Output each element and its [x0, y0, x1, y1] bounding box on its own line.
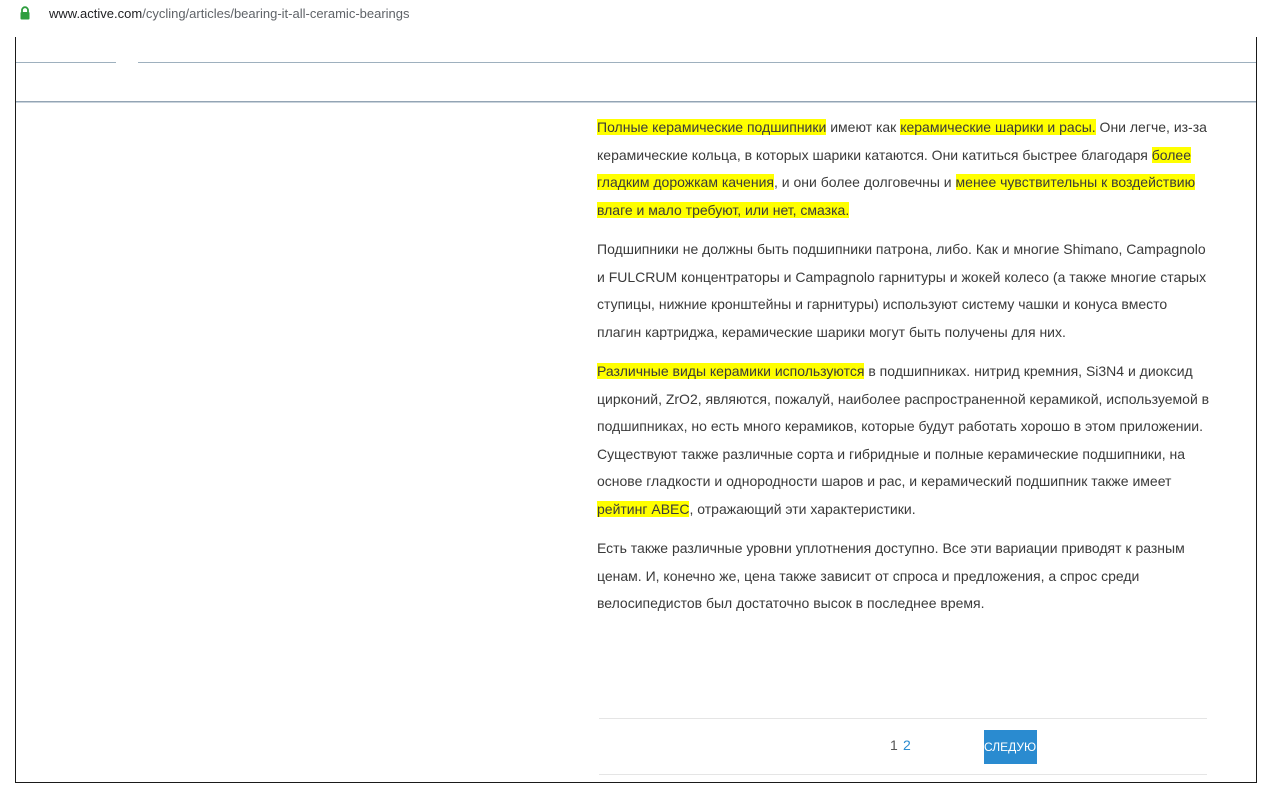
- paragraph-cup-and-cone: Подшипники не должны быть подшипники патрона, либо. Как и многие Shimano, Campagnolo и FULCRUM концентраторы и Campagnolo гарнитуры и жокей колесо (а также многие старых ступицы, нижние кронштейны и гарнитуры) используют систему чашки и конуса вместо плагин картриджа, керамические шарики могут быть получены для них.: [597, 241, 1207, 340]
- text: , и они более долговечны и: [773, 174, 956, 190]
- next-page-button[interactable]: СЛЕДУЮ: [984, 730, 1037, 764]
- text: , отражающий эти характеристики.: [689, 500, 916, 517]
- text: в подшипниках. нитрид кремния, Si3N4 и диоксид цирконий, ZrO2, являются, пожалуй, наиболее распространенной керамикой, используемой в подшипниках, но есть много керамиков, которые будут работать хорошо в этом приложении. Существуют также различные сорта и гибридные и полные керамические подшипники, на основе гладкости и однородности шаров и рас, и керамический подшипник также имеет: [597, 363, 1210, 489]
- paragraph-ceramic-types: [597, 358, 1212, 523]
- header-gap: [116, 61, 138, 64]
- address-bar[interactable]: [0, 0, 1280, 28]
- header-gap: [104, 97, 128, 101]
- highlight: Различные виды керамики используются: [597, 363, 865, 379]
- highlight: рейтинг ABEC: [597, 500, 690, 517]
- url-text[interactable]: [49, 6, 410, 21]
- highlight: менее чувствительны к воздействию влаге и мало требуют, или нет, смазка.: [597, 174, 1196, 218]
- url-path: /cycling/articles/bearing-it-all-ceramic-bearings: [142, 6, 410, 21]
- page-link-2[interactable]: 2: [903, 737, 911, 753]
- highlight: Полные керамические подшипники: [597, 119, 827, 135]
- paragraph-full-ceramic: [597, 114, 1212, 224]
- lock-icon: [18, 6, 32, 20]
- highlight: керамические шарики и расы.: [900, 119, 1096, 135]
- page-current: 1: [890, 737, 898, 753]
- highlight: более гладким дорожкам качения: [597, 146, 1191, 190]
- header-divider: [16, 62, 1256, 63]
- text: имеют как: [826, 119, 901, 135]
- article-body: [597, 114, 1212, 630]
- url-host: www.active.com: [49, 6, 143, 21]
- text: Они легче, из-за керамические кольца, в которых шарики катаются. Они катиться быстрее благодаря: [597, 119, 1207, 163]
- paragraph-sealing: Есть также различные уровни уплотнения доступно. Все эти вариации приводят к разным ценам. И, конечно же, цена также зависит от спроса и предложения, а спрос среди велосипедистов был достаточно высок в последнее время.: [597, 540, 1185, 611]
- site-header: [16, 37, 1256, 102]
- pagination: [599, 718, 1207, 775]
